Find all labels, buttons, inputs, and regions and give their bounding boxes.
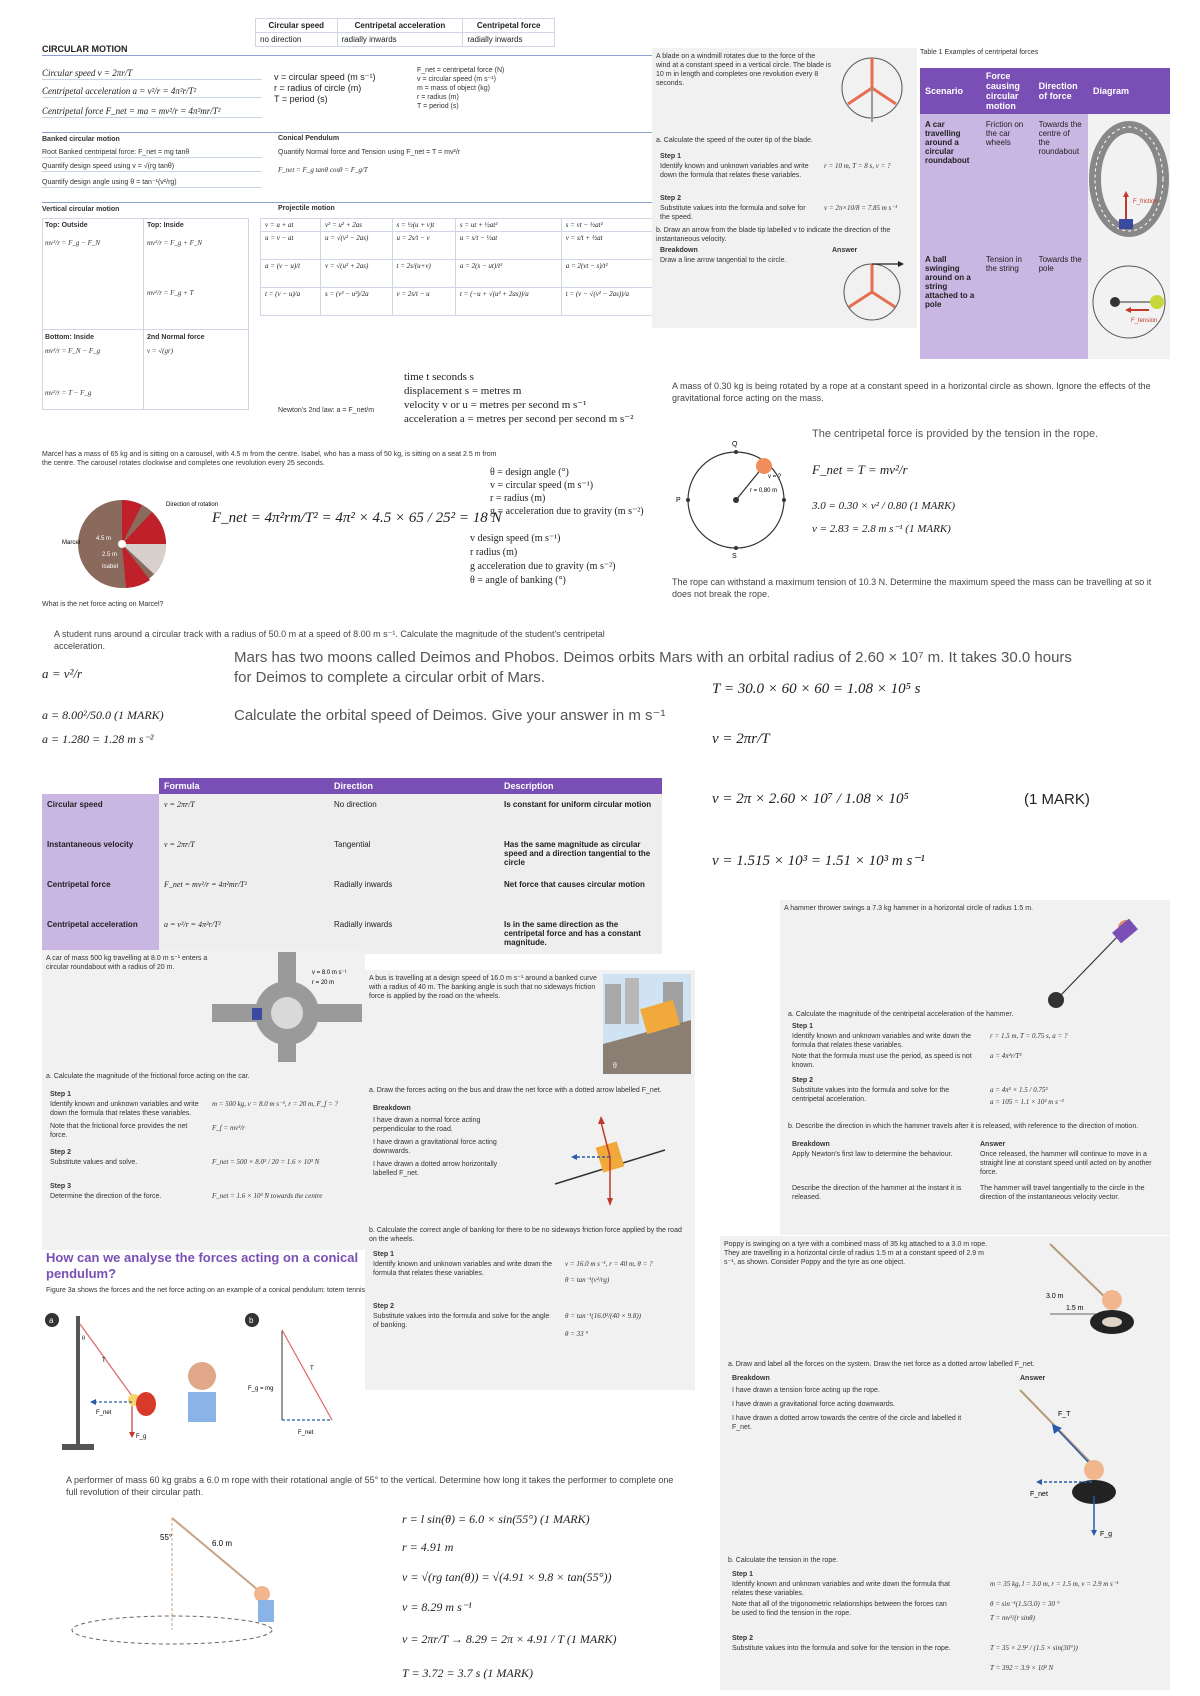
suvat-cell: a = 2(s − ut)/t² (455, 260, 561, 288)
carousel-diagram (62, 492, 219, 592)
poppy-qa: a. Draw and label all the forces on the system. Draw the net force as a dotted arrow labelled F_net. (728, 1361, 1035, 1368)
step-answer: θ = sin⁻¹(1.5/3.0) = 30 ° (990, 1600, 1060, 1608)
tension-label: F_tension (1131, 317, 1158, 324)
step-answer: m = 35 kg, l = 3.0 m, r = 1.5 m, v = 2.9 m s⁻¹ (990, 1580, 1119, 1588)
speed-label: v = ? (768, 474, 782, 480)
breakdown-text: I have drawn a gravitational force acting downwards. (373, 1139, 497, 1155)
performer-eq: r = 4.91 m (402, 1540, 454, 1554)
suvat-cell: s = (v² − u²)/2a (320, 288, 392, 316)
top-table-header: Circular speed (256, 19, 338, 33)
formula-cell: Net force that causes circular motion (499, 874, 662, 914)
answer-label: Answer (1020, 1375, 1046, 1382)
hammer-qb: b. Describe the direction in which the hammer travels after it is released, with reference to the direction of motion. (788, 1123, 1139, 1130)
performer-eq: r = l sin(θ) = 6.0 × sin(55°) (1 MARK) (402, 1512, 590, 1526)
bus-qa: a. Draw the forces acting on the bus and draw the net force with a dotted arrow labelled F_net. (369, 1087, 662, 1094)
dist-label: 4.5 m (96, 536, 112, 542)
rope-problem (672, 380, 1172, 620)
formula-cell: a = v²/r = 4π²r/T² (159, 914, 329, 954)
formula-cell: No direction (329, 794, 499, 834)
performer-eq: v = 2πr/T → 8.29 = 2π × 4.91 / T (1 MARK) (402, 1632, 617, 1646)
legend-item: F_net = centripetal force (N) (417, 67, 505, 74)
suvat-cell: u = 2s/t − v (392, 232, 455, 260)
breakdown-text: I have drawn a tension force acting up the rope. (732, 1387, 880, 1394)
answer-label: Answer (832, 247, 858, 254)
marcel-label: Marcel (62, 540, 81, 546)
scenario-header: Direction of force (1034, 68, 1088, 114)
poppy-forces-diagram (1000, 1386, 1160, 1546)
formula-row-label: Centripetal force (42, 874, 159, 914)
suvat-cell: v² = u² + 2as (320, 219, 392, 232)
top-outside-label: Top: Outside (45, 222, 88, 229)
definition-item: v = circular speed (m s⁻¹) (490, 480, 594, 491)
legend-item: acceleration a = metres per second per second m s⁻² (404, 413, 634, 425)
rope-eq: v = 2.83 = 2.8 m s⁻¹ (1 MARK) (812, 523, 951, 535)
banked-line: Quantify design speed using v = √(rg tanθ) (42, 162, 262, 172)
step-answer: F_net = 500 × 8.0² / 20 = 1.6 × 10³ N (212, 1158, 320, 1166)
circular-motion-title: CIRCULAR MOTION (42, 44, 672, 56)
legend-item: r = radius of circle (m) (274, 83, 362, 93)
mars-eq: v = 2π × 2.60 × 10⁷ / 1.08 × 10⁵ (712, 791, 909, 807)
step-label: Step 2 (792, 1077, 814, 1084)
definitions (490, 466, 644, 518)
point-label: P (676, 497, 681, 504)
scenario-cell: A car travelling around a circular roundabout (920, 114, 981, 249)
point-label: S (732, 553, 737, 560)
formula-table (42, 778, 662, 954)
student-eq: a = v²/r (42, 666, 83, 681)
step-answer: r = 10 m, T = 8 s, v = ? (824, 162, 891, 170)
step-text: Substitute values into the formula and solve for the centripetal acceleration. (792, 1087, 950, 1103)
roundabout-card (42, 950, 365, 1250)
rotation-label: Direction of rotation (166, 502, 219, 508)
conical-sub: F_net = F_g tanθ cosθ = F_g/T (278, 166, 368, 174)
banked-line: Root Banked centripetal force: F_net = mg tanθ (42, 148, 262, 158)
poppy-intro: Poppy is swinging on a tyre with a combined mass of 35 kg attached to a 3.0 m rope. They are travelling in a horizontal circle of radius 1.5 m at a constant speed of 2.9 m s⁻¹, as shown. Consider Poppy and the tyre as one object. (724, 1241, 988, 1266)
answer-text: The hammer will travel tangentially to the circle in the direction of the instantaneous velocity vector. (980, 1185, 1145, 1201)
definition-item: θ = angle of banking (°) (470, 575, 566, 586)
roundabout-q: a. Calculate the magnitude of the frictional force acting on the car. (46, 1073, 250, 1080)
vertical-title: Vertical circular motion (42, 202, 672, 214)
roundabout-map (212, 952, 362, 1062)
carousel-eq: F_net = 4π²rm/T² = 4π² × 4.5 × 65 / 25² = 18 N (212, 510, 502, 526)
suvat-cell: t = 2s/(u+v) (392, 260, 455, 288)
step-answer: T = 35 × 2.9² / (1.5 × sin(30°)) (990, 1644, 1078, 1652)
scenario-table-card (920, 48, 1170, 368)
top-table (255, 18, 555, 47)
mars-eq: v = 1.515 × 10³ = 1.51 × 10³ m s⁻¹ (712, 853, 925, 869)
windmill-q1: a. Calculate the speed of the outer tip of the blade. (656, 137, 813, 144)
breakdown-text: Describe the direction of the hammer at the instant it is released. (792, 1185, 962, 1201)
conical-line: Quantify Normal force and Tension using F_net = T = mv²/r (278, 149, 461, 156)
windmill-diagram (832, 52, 912, 122)
windmill-answer-diagram (832, 256, 912, 326)
poppy-qb: b. Calculate the tension in the rope. (728, 1557, 839, 1564)
mars-eq: T = 30.0 × 60 × 60 = 1.08 × 10⁵ s (712, 681, 921, 697)
suvat-cell: a = 2(vt − s)/t² (561, 260, 659, 288)
legend-list (274, 72, 424, 105)
suvat-cell: v = 2s/t − u (392, 288, 455, 316)
step-text: Substitute values into the formula and solve for the tension in the rope. (732, 1645, 951, 1652)
point-label: Q (732, 441, 738, 448)
legend-item: m = mass of object (kg) (417, 85, 490, 92)
formula-sheet (42, 44, 672, 444)
friction-label: F_friction (1133, 199, 1158, 205)
performer-eq: T = 3.72 = 3.7 s (1 MARK) (402, 1666, 533, 1680)
step-text: Substitute values and solve. (50, 1159, 138, 1166)
step-answer: F_net = 1.6 × 10³ N towards the centre (212, 1192, 323, 1200)
fg-label: F_g (136, 1434, 147, 1440)
length-label: 6.0 m (212, 1539, 233, 1548)
breakdown-text: I have drawn a dotted arrow horizontally labelled F_net. (373, 1161, 498, 1177)
performer-problem (42, 1474, 692, 1690)
top-table-cell: radially inwards (463, 33, 555, 47)
formula-header: Formula (159, 778, 329, 794)
suvat-cell: s = ut + ½at² (455, 219, 561, 232)
step-label: Step 1 (732, 1571, 754, 1578)
banked-title: Banked circular motion (42, 132, 672, 144)
top-table-cell: radially inwards (337, 33, 463, 47)
legend2-list (417, 66, 577, 111)
definition-item: θ = design angle (°) (490, 467, 569, 478)
force-formula: Centripetal force F_net = ma = mv²/r = 4π²mr/T² (42, 106, 262, 118)
fnet-label: F_net (1030, 1491, 1048, 1498)
top-table-header: Centripetal force (463, 19, 555, 33)
scenario-caption: Table 1 Examples of centripetal forces (920, 49, 1039, 56)
breakdown-label: Breakdown (792, 1141, 830, 1148)
radius-label: 1.5 m (1066, 1305, 1084, 1312)
fg-mg-label: F_g = mg (248, 1386, 274, 1392)
vertical-grid (42, 218, 249, 410)
step-answer: θ = 33 ° (565, 1330, 589, 1338)
step-answer: θ = tan⁻¹(16.0²/(40 × 9.8)) (565, 1312, 641, 1320)
scenario-header: Diagram (1088, 68, 1170, 114)
hammer-diagram (1030, 910, 1160, 1010)
mars-intro: for Deimos to complete a circular orbit of Mars. (234, 669, 545, 686)
bus-intro: A bus is travelling at a design speed of 16.0 m s⁻¹ around a banked curve with a radius of 40 m. The banking angle is such that no sideways friction force is applied by the road on the wheels. (369, 975, 597, 1000)
suvat-cell: u = v − at (261, 232, 321, 260)
accel-formula: Centripetal acceleration a = v²/r = 4π²r/T² (42, 86, 262, 98)
poppy-card (720, 1236, 1170, 1690)
suvat-cell: t = (v − √(v² − 2as))/a (561, 288, 659, 316)
performer-intro: A performer of mass 60 kg grabs a 6.0 m rope with their rotational angle of 55° to the vertical. Determine how long it takes the performer to complete one full revolution of their circular path. (66, 1475, 674, 1497)
step-text: Identify known and unknown variables and write down the formula that relates these variables. (660, 163, 809, 179)
bus-qb: b. Calculate the correct angle of banking for there to be no sideways friction force applied by the road on the wheels. (369, 1227, 682, 1243)
formula-cell: Is constant for uniform circular motion (499, 794, 662, 834)
step-answer: v = 2π×10/8 = 7.85 m s⁻¹ (824, 204, 898, 212)
step-answer: F_f = mv²/r (212, 1124, 245, 1132)
step-label: Step 1 (50, 1091, 72, 1098)
step-label: Step 2 (373, 1303, 395, 1310)
step-answer: a = 105 = 1.1 × 10² m s⁻² (990, 1098, 1064, 1106)
suvat-cell: v = √(u² + 2as) (320, 260, 392, 288)
dist-label: 2.5 m (102, 552, 118, 558)
breakdown-text: Apply Newton's first law to determine the behaviour. (792, 1151, 953, 1158)
panel-label: b (249, 1316, 254, 1325)
step-text: Identify known and unknown variables and write down the formula that relates these variables. (373, 1261, 552, 1277)
bus-banked-diagram (603, 974, 691, 1074)
suvat-cell: v = s/t + ½at (561, 232, 659, 260)
projectile-grid (260, 218, 660, 316)
top-inside-label: Top: Inside (147, 222, 184, 229)
suvat-cell: a = (v − u)/t (261, 260, 321, 288)
suvat-cell: u = s/t − ½at (455, 232, 561, 260)
step-answer: θ = tan⁻¹(v²/rg) (565, 1276, 610, 1284)
step-answer: a = 4π² × 1.5 / 0.75² (990, 1086, 1048, 1094)
bottom-inside-label: Bottom: Inside (45, 334, 94, 341)
definition-item: r radius (m) (470, 547, 518, 558)
legend-item: v = circular speed (m s⁻¹) (417, 76, 496, 83)
poppy-diagram (1020, 1240, 1160, 1350)
formula-cell: Radially inwards (329, 874, 499, 914)
banked-line: Quantify design angle using θ = tan⁻¹(v²/rg) (42, 178, 262, 188)
student-eq: a = 1.280 = 1.28 m s⁻² (42, 732, 154, 746)
vertical-eq: mv²/r = F_g − F_N (45, 239, 101, 247)
vertical-eq: mv²/r = F_g + F_N (147, 239, 203, 247)
step-text: Identify known and unknown variables and write down the formula that relates these variables. (50, 1101, 199, 1117)
performer-eq: v = 8.29 m s⁻¹ (402, 1600, 472, 1614)
isabel-label: Isabel (102, 564, 119, 570)
totem-tennis-diagram (42, 1310, 372, 1470)
vertical-eq: mv²/r = T − F_g (45, 389, 92, 397)
top-table-header: Centripetal acceleration (337, 19, 463, 33)
performer-diagram (62, 1510, 302, 1650)
breakdown-text: I have drawn a dotted arrow towards the centre of the circle and labelled it F_net. (732, 1415, 962, 1431)
step-label: Step 1 (373, 1251, 395, 1258)
bottom-normal-label: 2nd Normal force (147, 334, 205, 341)
conical-fig-caption: Figure 3a shows the forces and the net force acting on an example of a conical pendulum: totem tennis (46, 1287, 366, 1294)
top-table-cell: no direction (256, 33, 338, 47)
theta-label: θ (613, 1061, 617, 1070)
mars-intro: Mars has two moons called Deimos and Phobos. Deimos orbits Mars with an orbital radius of 2.60 × 10⁷ m. It takes 30.0 hours (234, 649, 1072, 666)
projectile-title: Projectile motion (278, 205, 335, 212)
formula-row-label: Instantaneous velocity (42, 834, 159, 874)
windmill-card (652, 48, 917, 328)
speed-formula: Circular speed v = 2πr/T (42, 68, 262, 80)
suvat-cell: s = vt − ½at² (561, 219, 659, 232)
windmill-q2: b. Draw an arrow from the blade tip labelled v to indicate the direction of the instantaneous velocity. (656, 227, 891, 243)
panel-label: a (49, 1316, 54, 1325)
radius-label: r = 0.80 m (750, 488, 778, 494)
rope-statement: The centripetal force is provided by the tension in the rope. (812, 428, 1099, 440)
ft-label: F_T (1058, 1411, 1071, 1418)
scenario-cell: Tension in the string (981, 249, 1034, 359)
tension-label: T (102, 1358, 106, 1364)
scenario-header: Force causing circular motion (981, 68, 1034, 114)
formula-row-label: Circular speed (42, 794, 159, 834)
windmill-intro: A blade on a windmill rotates due to the force of the wind at a constant speed in a vertical circle. The blade is 10 m in length and completes one revolution every 8 seconds. (656, 53, 831, 87)
projectile-legend (404, 370, 674, 426)
legend-item: r = radius (m) (417, 94, 459, 101)
formula-cell: F_net = mv²/r = 4π²mr/T² (159, 874, 329, 914)
breakdown-label: Breakdown (660, 247, 698, 254)
scenario-cell: Towards the centre of the roundabout (1034, 114, 1088, 249)
fnet-label: F_net (298, 1430, 314, 1436)
angle-label: 55° (160, 1533, 173, 1542)
ball-string-diagram (1089, 252, 1169, 352)
definition-item: g = acceleration due to gravity (m s⁻²) (490, 506, 644, 517)
roundabout-diagram (1089, 119, 1169, 239)
scenario-header: Scenario (920, 68, 981, 114)
scenario-diagram-cell (1088, 249, 1170, 359)
step-text: Substitute values into the formula and solve for the speed. (660, 205, 806, 221)
vertical-eq: mv²/r = F_N − F_g (45, 347, 101, 355)
roundabout-intro: A car of mass 500 kg travelling at 8.0 m s⁻¹ enters a circular roundabout with a radius of 20 m. (46, 955, 208, 971)
step-label: Step 1 (792, 1023, 814, 1030)
step-text: Note that the frictional force provides the net force. (50, 1123, 188, 1139)
step-answer: T = mv²/(r sinθ) (990, 1614, 1035, 1622)
formula-cell: Has the same magnitude as circular speed and a direction tangential to the circle (499, 834, 662, 874)
suvat-cell: t = (v − u)/a (261, 288, 321, 316)
suvat-cell: s = ½(u + v)t (392, 219, 455, 232)
suvat-cell: u = √(v² − 2as) (320, 232, 392, 260)
scenario-cell: Towards the pole (1034, 249, 1088, 359)
conical-section (42, 1250, 372, 1470)
rope-diagram (672, 430, 802, 560)
breakdown-label: Breakdown (732, 1375, 770, 1382)
conical-heading: How can we analyse the forces acting on a conical pendulum? (46, 1250, 359, 1281)
mars-eq: v = 2πr/T (712, 731, 770, 747)
rope-eq: F_net = T = mv²/r (812, 462, 908, 477)
mars-question: Calculate the orbital speed of Deimos. Give your answer in m s⁻¹ (234, 707, 666, 724)
definition-item: g acceleration due to gravity (m s⁻²) (470, 561, 616, 572)
legend-item: T = period (s) (417, 103, 459, 110)
formula-cell: Is in the same direction as the centripetal force and has a constant magnitude. (499, 914, 662, 954)
conical-title: Conical Pendulum (278, 135, 340, 142)
step-label: Step 2 (50, 1149, 72, 1156)
tension-label: T (310, 1366, 314, 1372)
legend-item: v = circular speed (m s⁻¹) (274, 72, 376, 82)
fg-label: F_g (1100, 1531, 1113, 1538)
rope-intro: A mass of 0.30 kg is being rotated by a rope at a constant speed in a horizontal circle as shown. Ignore the effects of the gravitational force acting on the mass. (672, 381, 1151, 403)
scenario-diagram-cell (1088, 114, 1170, 249)
step-text: Identify known and unknown variables and write down the formula that relates these variables. (732, 1581, 950, 1597)
bus-forces-diagram (545, 1104, 675, 1214)
breakdown-text: Draw a line arrow tangential to the circle. (660, 257, 787, 264)
scenario-cell: Friction on the car wheels (981, 114, 1034, 249)
fnet-label: F_net (96, 1410, 112, 1416)
hammer-intro: A hammer thrower swings a 7.3 kg hammer in a horizontal circle of radius 1.5 m. (784, 905, 1033, 912)
performer-eq: v = √(rg tan(θ)) = √(4.91 × 9.8 × tan(55°)) (402, 1570, 612, 1584)
step-text: Note that all of the trigonometric relationships between the forces can be used to find the tension in the rope. (732, 1601, 947, 1617)
step-label: Step 3 (50, 1183, 72, 1190)
mars-mark: (1 MARK) (1024, 791, 1090, 808)
bus-card (365, 970, 695, 1390)
definition-item: v design speed (m s⁻¹) (470, 533, 561, 544)
theta-label: θ (82, 1336, 85, 1342)
carousel-question: What is the net force acting on Marcel? (42, 601, 164, 608)
step-answer: T = 392 = 3.9 × 10² N (990, 1664, 1054, 1672)
step-label: Step 2 (732, 1635, 754, 1642)
step-text: Substitute values into the formula and solve for the angle of banking. (373, 1313, 550, 1329)
definitions2 (470, 532, 615, 588)
step-text: Identify known and unknown variables and write down the formula that relates these variables. (792, 1033, 971, 1049)
answer-text: Once released, the hammer will continue to move in a straight line at constant speed until acted on by another force. (980, 1151, 1152, 1176)
newton-note: Newton's 2nd law: a = F_net/m (278, 407, 375, 414)
hammer-qa: a. Calculate the magnitude of the centripetal acceleration of the hammer. (788, 1011, 1014, 1018)
suvat-cell: v = u + at (261, 219, 321, 232)
breakdown-label: Breakdown (373, 1105, 411, 1112)
carousel-intro: Marcel has a mass of 65 kg and is sitting on a carousel, with 4.5 m from the centre. Isabel, who has a mass of 50 kg, is sitting on a seat 2.5 m from the centre. The carousel rotates clockwise and completes one revolution every 25 seconds. (42, 451, 497, 467)
formula-row-label: Centripetal acceleration (42, 914, 159, 954)
definition-item: r = radius (m) (490, 493, 546, 504)
scenario-cell: A ball swinging around on a string attached to a pole (920, 249, 981, 359)
legend-item: velocity v or u = metres per second m s⁻¹ (404, 399, 587, 411)
step-answer: m = 500 kg, v = 8.0 m s⁻¹, r = 20 m, F_f = ? (212, 1100, 338, 1108)
rope-eq: 3.0 = 0.30 × v² / 0.80 (1 MARK) (812, 500, 956, 512)
step-answer: a = 4π²r/T² (990, 1052, 1022, 1060)
legend-item: time t seconds s (404, 371, 474, 383)
vertical-eq: mv²/r = F_g + T (147, 289, 194, 297)
step-label: Step 2 (660, 195, 682, 202)
carousel-problem (42, 450, 502, 610)
breakdown-text: I have drawn a normal force acting perpendicular to the road. (373, 1117, 481, 1133)
step-text: Note that the formula must use the period, as speed is not known. (792, 1053, 972, 1069)
formula-cell: Radially inwards (329, 914, 499, 954)
student-intro: A student runs around a circular track with a radius of 50.0 m at a speed of 8.00 m s⁻¹. Calculate the magnitude of the student's centripetal acceleration. (54, 629, 605, 651)
legend-item: displacement s = metres m (404, 385, 522, 397)
formula-cell: Tangential (329, 834, 499, 874)
scenario-table (920, 68, 1170, 359)
step-label: Step 1 (660, 153, 682, 160)
legend-item: T = period (s) (274, 94, 328, 104)
breakdown-text: I have drawn a gravitational force acting downwards. (732, 1401, 896, 1408)
formula-cell: v = 2πr/T (159, 834, 329, 874)
step-answer: v = 16.0 m s⁻¹, r = 40 m, θ = ? (565, 1260, 653, 1268)
formula-header: Direction (329, 778, 499, 794)
step-answer: r = 1.5 m, T = 0.75 s, a = ? (990, 1032, 1068, 1040)
rope-length-label: 3.0 m (1046, 1293, 1064, 1300)
hammer-card (780, 900, 1170, 1235)
student-eq: a = 8.00²/50.0 (1 MARK) (42, 708, 164, 722)
speed-label: v = 8.0 m s⁻¹ (312, 970, 347, 976)
radius-label: r = 20 m (312, 980, 335, 986)
formula-header: Description (499, 778, 662, 794)
step-text: Determine the direction of the force. (50, 1193, 162, 1200)
suvat-cell: t = (−u + √(u² + 2as))/a (455, 288, 561, 316)
vertical-eq: v = √(gr) (147, 347, 174, 355)
answer-label: Answer (980, 1141, 1006, 1148)
rope-footer: The rope can withstand a maximum tension of 10.3 N. Determine the maximum speed the mass can be travelling at so it does not break the rope. (672, 577, 1152, 599)
formula-cell: v = 2πr/T (159, 794, 329, 834)
